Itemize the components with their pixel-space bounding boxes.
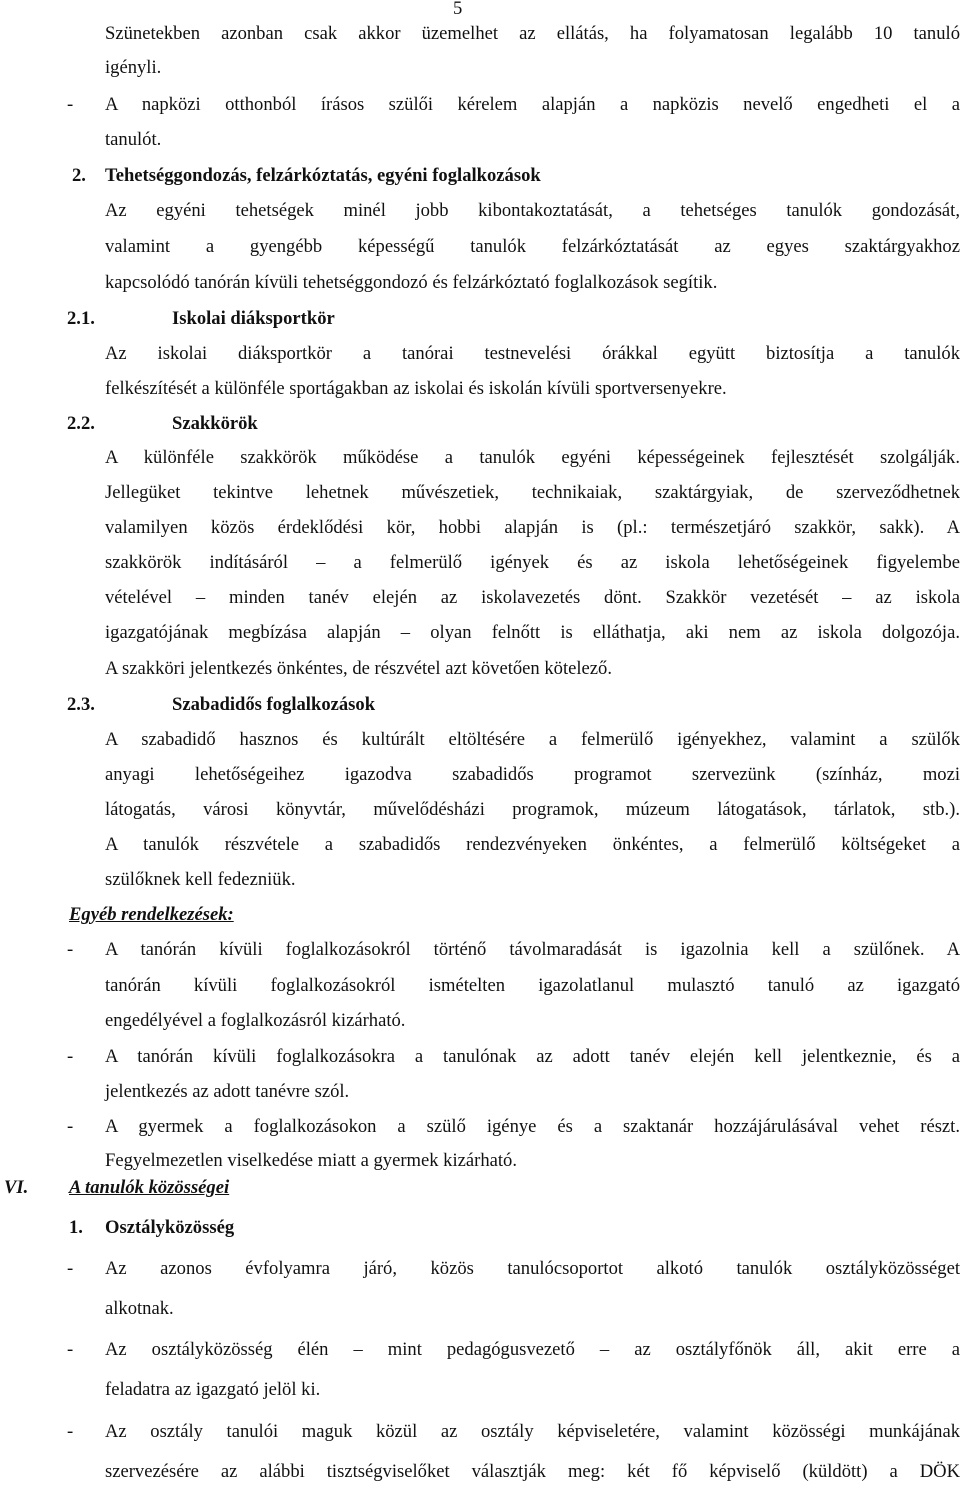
paragraph-line: engedélyével a foglalkozásról kizárható. [105,1010,406,1031]
section-heading: Szakkörök [172,413,258,434]
paragraph-line: igényli. [105,57,162,78]
paragraph-line: szervezésére az alábbi tisztségviselőket választják meg: két fő képviselő (küldött) a DÖK [105,1461,960,1482]
section-number: 2.3. [67,694,95,715]
section-heading: Tehetséggondozás, felzárkóztatás, egyéni foglalkozások [105,165,541,186]
list-dash: - [67,1046,74,1067]
list-item-text: Az osztályközösség élén – mint pedagógusvezető – az osztályfőnök áll, akit erre a [105,1339,960,1360]
paragraph-line: Jellegüket tekintve lehetnek művészetiek, technikaiak, szaktárgyiak, de szerveződhetnek [105,482,960,503]
section-number: 2. [72,165,86,186]
list-dash: - [67,1116,74,1137]
paragraph-line: Szünetekben azonban csak akkor üzemelhet az ellátás, ha folyamatosan legalább 10 tanuló [105,23,960,44]
paragraph-line: Fegyelmezetlen viselkedése miatt a gyermek kizárható. [105,1150,517,1171]
section-heading: Szabadidős foglalkozások [172,694,376,715]
paragraph-line: valamilyen közös érdeklődési kör, hobbi alapján is (pl.: természetjáró szakkör, sakk). A [105,517,960,538]
paragraph-line: tanórán kívüli foglalkozásokról ismételten igazolatlanul mulasztó tanuló az igazgató [105,975,960,996]
paragraph-line: igazgatójának megbízása alapján – olyan felnőtt is elláthatja, aki nem az iskola dolgozója. [105,622,960,643]
paragraph-line: Az iskolai diáksportkör a tanórai testnevelési órákkal együtt biztosítja a tanulók [105,343,960,364]
list-item-text: A tanórán kívüli foglalkozásokra a tanulónak az adott tanév elején kell jelentkeznie, és a [105,1046,960,1067]
paragraph-line: felkészítését a különféle sportágakban az iskolai és iskolán kívüli sportversenyekre. [105,378,727,399]
page-number: 5 [453,0,463,19]
paragraph-line: anyagi lehetőségeihez igazodva szabadidős programot szervezünk (színház, mozi [105,764,960,785]
paragraph-line: tanulót. [105,129,162,150]
list-dash: - [67,939,74,960]
list-item-text: Az azonos évfolyamra járó, közös tanulócsoportot alkotó tanulók osztályközösséget [105,1258,960,1279]
paragraph-line: szakkörök indításáról – a felmerülő igények és az iskola lehetőségeinek figyelembe [105,552,960,573]
paragraph-line: alkotnak. [105,1298,174,1319]
paragraph-line: szülőknek kell fedezniük. [105,869,296,890]
paragraph-line: A különféle szakkörök működése a tanulók egyéni képességeinek fejlesztését szolgálják. [105,447,960,468]
paragraph-line: kapcsolódó tanórán kívüli tehetséggondozó és felzárkóztató foglalkozások segítik. [105,272,718,293]
list-item-text: A tanórán kívüli foglalkozásokról történő távolmaradását is igazolnia kell a szülőnek. A [105,939,960,960]
paragraph-line: A szabadidő hasznos és kultúrált eltöltésére a felmerülő igényekhez, valamint a szülők [105,729,960,750]
list-item-text: A gyermek a foglalkozásokon a szülő igénye és a szaktanár hozzájárulásával vehet részt. [105,1116,960,1137]
list-dash: - [67,1339,74,1360]
list-dash: - [67,94,74,115]
chapter-number: VI. [4,1177,29,1198]
paragraph-line: valamint a gyengébb képességű tanulók felzárkóztatását az egyes szaktárgyakhoz [105,236,960,257]
paragraph-line: Az egyéni tehetségek minél jobb kibontakoztatását, a tehetséges tanulók gondozását, [105,200,960,221]
paragraph-line: jelentkezés az adott tanévre szól. [105,1081,350,1102]
paragraph-line: látogatás, városi könyvtár, művelődésházi programok, múzeum látogatások, tárlatok, stb.). [105,799,960,820]
paragraph-line: feladatra az igazgató jelöl ki. [105,1379,321,1400]
section-heading: Osztályközösség [105,1217,235,1238]
list-item-text: A napközi otthonból írásos szülői kérelem alapján a napközis nevelő engedheti el a [105,94,960,115]
section-number: 2.1. [67,308,95,329]
section-number: 2.2. [67,413,95,434]
paragraph-line: A szakköri jelentkezés önkéntes, de részvétel azt követően kötelező. [105,658,612,679]
section-number: 1. [69,1217,83,1238]
paragraph-line: A tanulók részvétele a szabadidős rendezvényeken önkéntes, a felmerülő költségeket a [105,834,960,855]
section-heading: Iskolai diáksportkör [172,308,335,329]
paragraph-line: vételével – minden tanév elején az iskolavezetés dönt. Szakkör vezetését – az iskola [105,587,960,608]
list-item-text: Az osztály tanulói maguk közül az osztály képviseletére, valamint közösségi munkájának [105,1421,960,1442]
subsection-title: Egyéb rendelkezések: [69,904,234,925]
list-dash: - [67,1258,74,1279]
chapter-title: A tanulók közösségei [69,1177,230,1198]
list-dash: - [67,1421,74,1442]
